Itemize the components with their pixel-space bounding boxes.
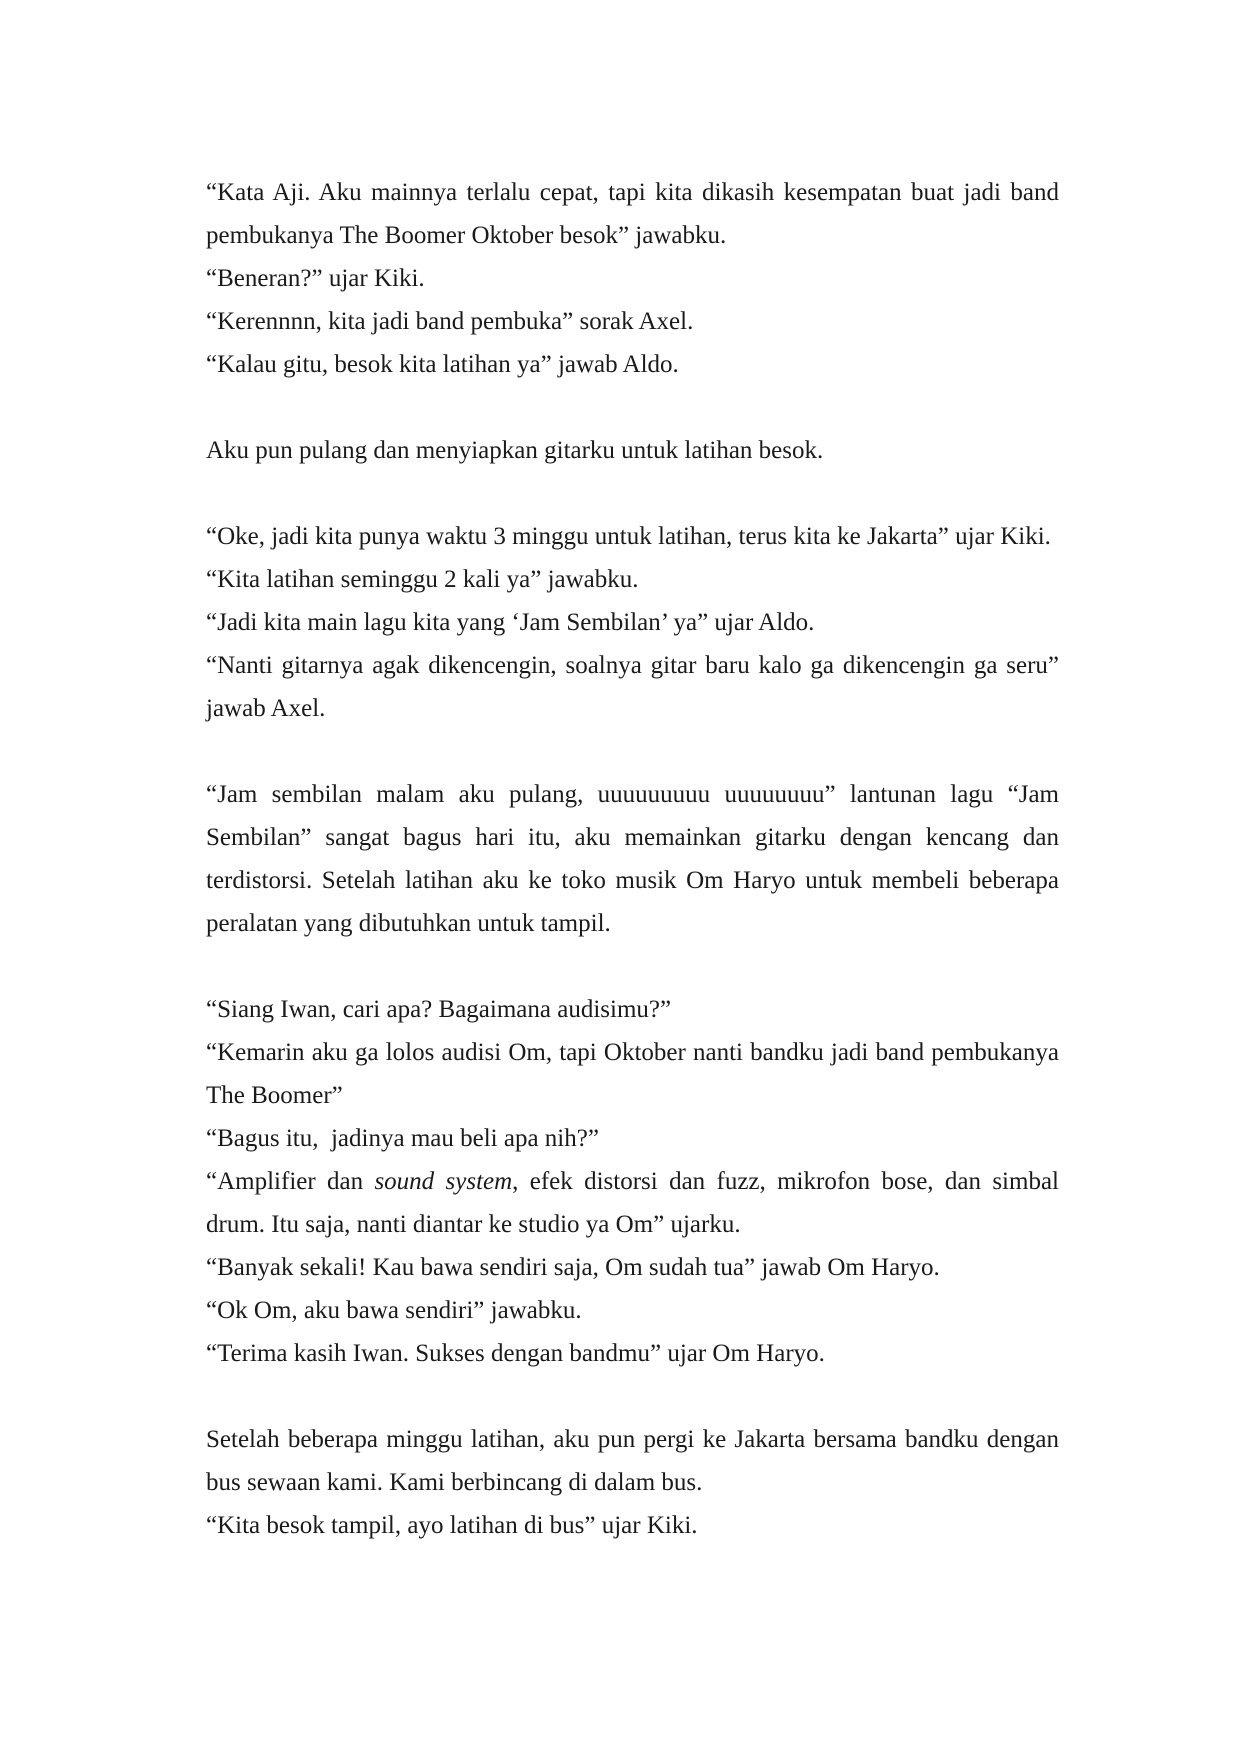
text-segment: “Amplifier dan	[206, 1168, 375, 1195]
text-line: “Oke, jadi kita punya waktu 3 minggu untuk latihan, terus kita ke Jakarta” ujar Kiki.	[206, 523, 1051, 550]
text-line: “Kemarin aku ga lolos audisi Om, tapi Oktober nanti bandku jadi band pembukanya	[206, 1039, 1059, 1066]
text-segment: , efek distorsi dan fuzz, mikrofon bose, dan simbal	[512, 1168, 1059, 1195]
paragraph-gap	[206, 1375, 1059, 1418]
text-line: “Jam sembilan malam aku pulang, uuuuuuuuu uuuuuuuu” lantunan lagu “Jam	[206, 781, 1059, 808]
paragraph-gap	[206, 945, 1059, 988]
text-line: jawab Axel.	[206, 695, 326, 722]
text-line: drum. Itu saja, nanti diantar ke studio ya Om” ujarku.	[206, 1211, 741, 1238]
paragraph-gap	[206, 472, 1059, 515]
text-line: Setelah beberapa minggu latihan, aku pun pergi ke Jakarta bersama bandku dengan	[206, 1426, 1059, 1453]
text-line: “Beneran?” ujar Kiki.	[206, 265, 425, 292]
text-line: “Kita besok tampil, ayo latihan di bus” ujar Kiki.	[206, 1512, 698, 1539]
text-line: “Kita latihan seminggu 2 kali ya” jawabku.	[206, 566, 639, 593]
text-line: “Kata Aji. Aku mainnya terlalu cepat, tapi kita dikasih kesempatan buat jadi band	[206, 179, 1059, 206]
italic-term: sound system	[374, 1168, 513, 1195]
text-line: “Siang Iwan, cari apa? Bagaimana audisimu?”	[206, 996, 672, 1023]
text-line: “Terima kasih Iwan. Sukses dengan bandmu” ujar Om Haryo.	[206, 1340, 825, 1367]
text-line: bus sewaan kami. Kami berbincang di dalam bus.	[206, 1469, 703, 1496]
text-line: “Jadi kita main lagu kita yang ‘Jam Sembilan’ ya” ujar Aldo.	[206, 609, 815, 636]
text-line: Aku pun pulang dan menyiapkan gitarku untuk latihan besok.	[206, 437, 824, 464]
story-text	[206, 171, 1059, 1547]
text-line: “Banyak sekali! Kau bawa sendiri saja, Om sudah tua” jawab Om Haryo.	[206, 1254, 940, 1281]
text-line: The Boomer”	[206, 1082, 343, 1109]
text-line: “Bagus itu, jadinya mau beli apa nih?”	[206, 1125, 599, 1152]
text-line: “Nanti gitarnya agak dikencengin, soalnya gitar baru kalo ga dikencengin ga seru”	[206, 652, 1059, 679]
text-line: “Kerennnn, kita jadi band pembuka” sorak Axel.	[206, 308, 694, 335]
text-line	[206, 1160, 1059, 1203]
text-line: “Kalau gitu, besok kita latihan ya” jawab Aldo.	[206, 351, 679, 378]
text-line: peralatan yang dibutuhkan untuk tampil.	[206, 910, 611, 937]
text-line: pembukanya The Boomer Oktober besok” jawabku.	[206, 222, 727, 249]
paragraph-gap	[206, 386, 1059, 429]
text-line: “Ok Om, aku bawa sendiri” jawabku.	[206, 1297, 582, 1324]
text-line: Sembilan” sangat bagus hari itu, aku memainkan gitarku dengan kencang dan	[206, 824, 1059, 851]
paragraph-gap	[206, 730, 1059, 773]
text-line: terdistorsi. Setelah latihan aku ke toko musik Om Haryo untuk membeli beberapa	[206, 867, 1059, 894]
